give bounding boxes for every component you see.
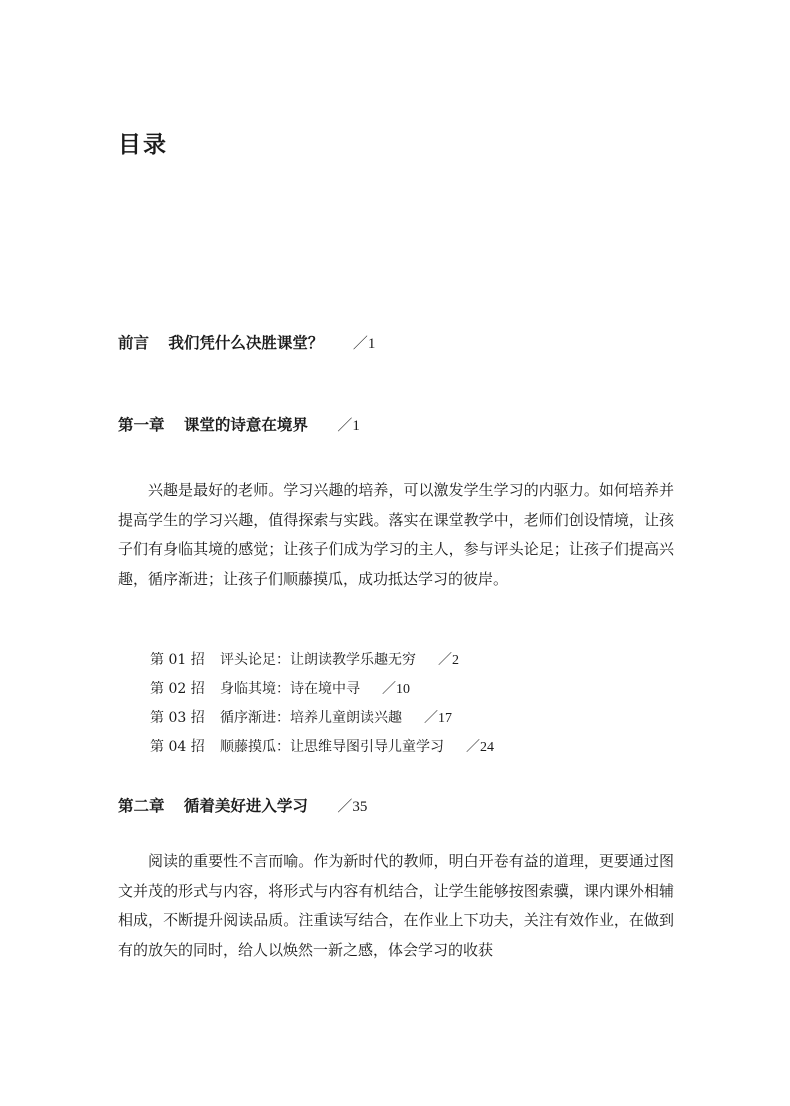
move-page-number: ／10: [382, 682, 410, 697]
chapter-1-move-list: [150, 646, 494, 762]
preface-label: 前言: [118, 333, 150, 352]
move-title: 顺藤摸瓜：让思维导图引导儿童学习: [220, 739, 444, 755]
chapter-2-label: 第二章: [118, 796, 165, 815]
preface-title: 我们凭什么决胜课堂？: [168, 333, 324, 352]
chapter-1-title: 课堂的诗意在境界: [183, 415, 308, 434]
move-entry[interactable]: [150, 675, 494, 704]
chapter-1-entry[interactable]: [118, 415, 360, 436]
preface-page-number: ／1: [352, 336, 376, 352]
move-number: 第 02 招: [150, 681, 205, 697]
move-title: 循序渐进：培养儿童朗读兴趣: [220, 710, 402, 726]
move-number: 第 03 招: [150, 710, 205, 726]
move-title: 身临其境：诗在境中寻: [220, 681, 360, 697]
chapter-1-page-number: ／1: [337, 418, 360, 434]
move-page-number: ／17: [424, 711, 452, 726]
move-entry[interactable]: [150, 646, 494, 675]
chapter-1-intro: 兴趣是最好的老师。学习兴趣的培养，可以激发学生学习的内驱力。如何培养并提高学生的学习兴趣，值得探索与实践。落实在课堂教学中，老师们创设情境，让孩子们有身临其境的感觉；让孩子们成为学习的主人，参与评头论足；让孩子们提高兴趣，循序渐进；让孩子们顺藤摸瓜，成功抵达学习的彼岸。: [118, 481, 674, 588]
move-number: 第 01 招: [150, 652, 205, 668]
chapter-2-page-number: ／35: [337, 799, 368, 815]
chapter-2-title: 循着美好进入学习: [183, 796, 308, 815]
move-entry[interactable]: [150, 733, 494, 762]
preface-entry[interactable]: [118, 333, 375, 354]
move-entry[interactable]: [150, 704, 494, 733]
move-page-number: ／24: [466, 740, 494, 755]
chapter-2-intro: 阅读的重要性不言而喻。作为新时代的教师，明白开卷有益的道理，更要通过图文并茂的形式与内容，将形式与内容有机结合，让学生能够按图索骥，课内课外相辅相成，不断提升阅读品质。注重读写结合，在作业上下功夫，关注有效作业，在做到有的放矢的同时，给人以焕然一新之感，体会学习的收获: [118, 852, 674, 959]
move-title: 评头论足：让朗读教学乐趣无穷: [220, 652, 416, 668]
chapter-2-entry[interactable]: [118, 796, 367, 817]
move-page-number: ／2: [438, 653, 459, 668]
chapter-1-label: 第一章: [118, 415, 165, 434]
page-title: 目录: [118, 131, 168, 158]
move-number: 第 04 招: [150, 739, 205, 755]
